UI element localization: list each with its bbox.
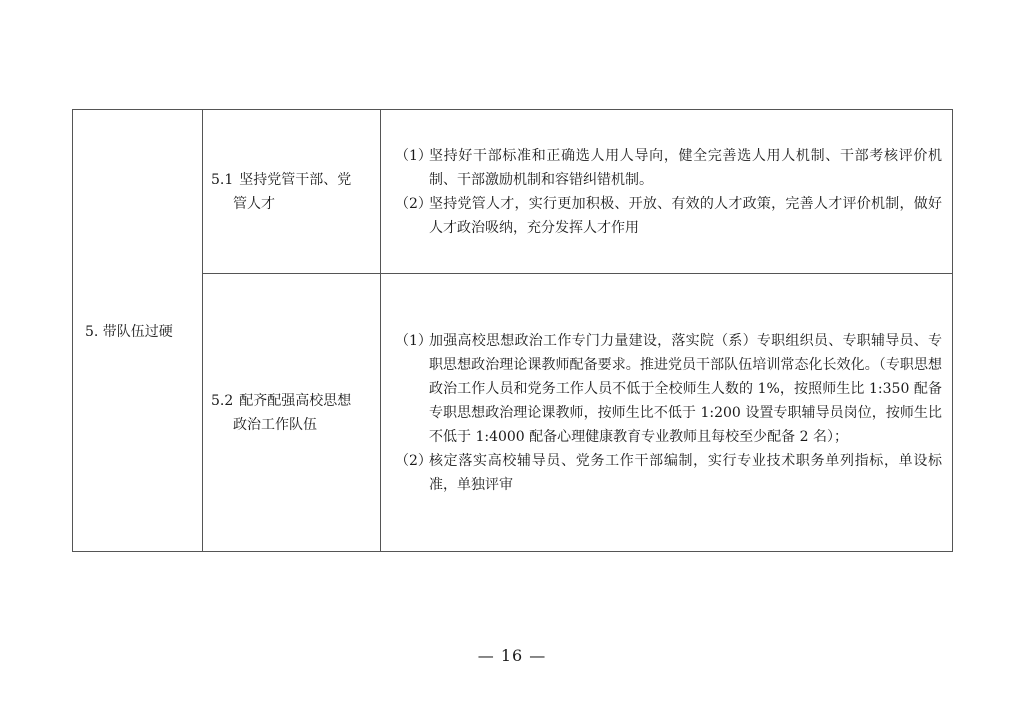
subcategory-cell <box>203 110 381 274</box>
requirements-cell <box>381 274 953 552</box>
table-row <box>73 274 953 552</box>
subcategory-cell <box>203 274 381 552</box>
item-number: （2） <box>395 195 432 212</box>
subcategory-title-line2: 管人才 <box>233 195 275 212</box>
category-label: 5. 带队伍过硬 <box>85 323 173 340</box>
list-item <box>395 329 942 449</box>
list-item <box>395 144 942 192</box>
item-number: （1） <box>395 147 432 164</box>
page-number: — 16 — <box>477 646 547 665</box>
item-text: 坚持好干部标准和正确选人用人导向，健全完善选人用人机制、干部考核评价机制、干部激励机制和容错纠错机制。 <box>429 147 942 188</box>
category-cell <box>73 110 203 552</box>
item-number: （2） <box>395 452 432 469</box>
table-row <box>73 110 953 274</box>
item-text: 加强高校思想政治工作专门力量建设，落实院（系）专职组织员、专职辅导员、专职思想政治理论课教师配备要求。推进党员干部队伍培训常态化长效化。（专职思想政治工作人员和党务工作人员不低于全校师生人数的 1%，按照师生比 1:350 配备专职思想政治理论课教师，按师生比不低于 1:200 设置专职辅导员岗位，按师生比不低于 1:4000 配备心理健康教育专业教师且每校至少配备 2 名）； <box>429 332 942 445</box>
list-item <box>395 449 942 497</box>
item-number: （1） <box>395 332 432 349</box>
subcategory-number: 5.1 <box>211 171 234 188</box>
item-text: 核定落实高校辅导员、党务工作干部编制，实行专业技术职务单列指标，单设标准，单独评审 <box>429 452 942 493</box>
requirements-cell <box>381 110 953 274</box>
list-item <box>395 192 942 240</box>
subcategory-number: 5.2 <box>211 392 234 409</box>
subcategory-title-line1: 坚持党管干部、党 <box>239 171 352 188</box>
subcategory-title-line1: 配齐配强高校思想 <box>239 392 352 409</box>
item-text: 坚持党管人才，实行更加积极、开放、有效的人才政策，完善人才评价机制，做好人才政治吸纳，充分发挥人才作用 <box>429 195 942 236</box>
subcategory-title-line2: 政治工作队伍 <box>233 416 317 433</box>
requirements-table <box>72 109 953 552</box>
